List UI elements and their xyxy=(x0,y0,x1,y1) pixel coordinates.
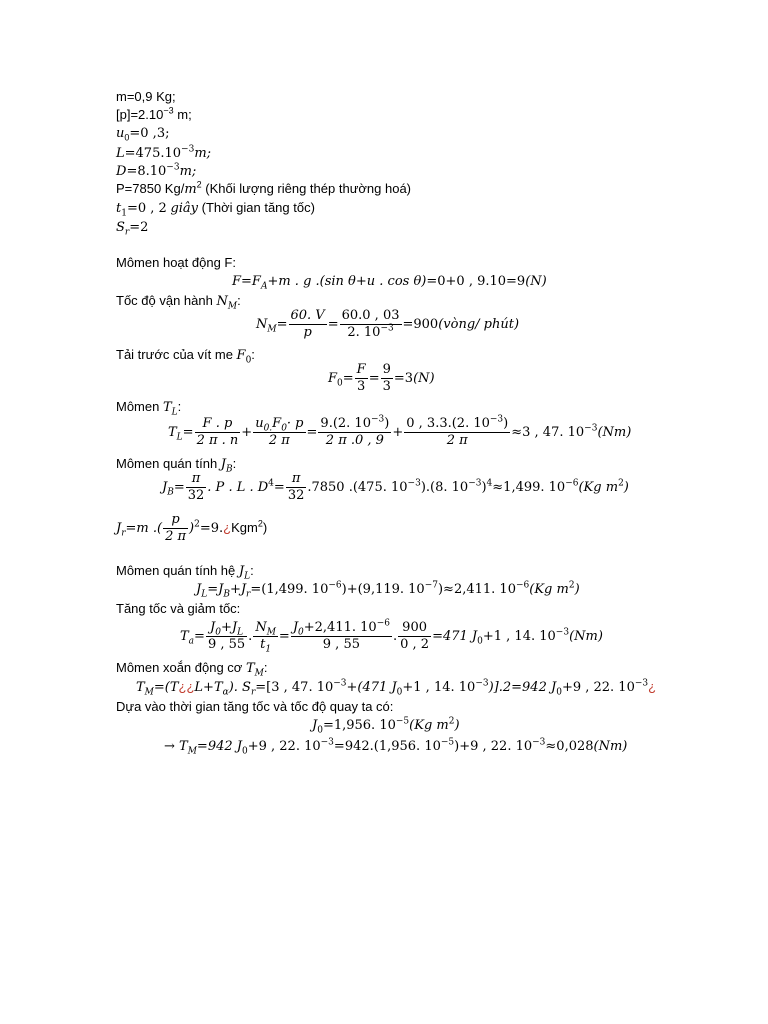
eq-ta-frac1-num xyxy=(206,620,247,637)
heading-conclusion: Dựa vào thời gian tăng tốc và tốc độ quay ta có: xyxy=(116,699,394,714)
eq-tm-b: L+T xyxy=(194,680,223,695)
eq-jb-expr-exp2: −3 xyxy=(468,478,482,489)
heading-speed-colon: : xyxy=(237,293,241,308)
param-friction-symbol: u xyxy=(116,126,125,141)
eq-tl-frac2-num-u: u xyxy=(255,416,264,431)
eq-ta-frac1-den: 9 , 55 xyxy=(207,637,246,652)
eq-jb-result: ≈1,499. 10 xyxy=(492,479,566,495)
eq-jr-frac-num: p xyxy=(163,512,188,529)
eq-jl-jr: +J xyxy=(229,582,247,597)
heading-force: Mômen hoạt động F: xyxy=(116,255,236,270)
param-density-value: P=7850 Kg/ xyxy=(116,181,185,196)
eq-final-c-exp: −5 xyxy=(440,737,455,748)
equation-preload: $F_0=$ $\frac{F}{3}$ = $\frac{9}{3}$ =3(N) xyxy=(328,362,435,394)
eq-speed-lhs: N xyxy=(256,316,268,332)
heading-motor-torque-symbol: T xyxy=(245,661,255,676)
eq-tl-frac4-num-text: 0 , 3.3.(2. 10 xyxy=(406,416,490,431)
eq-jb-lhs: J xyxy=(162,479,168,495)
param-pitch xyxy=(116,106,192,124)
param-pitch-unit: m; xyxy=(173,107,192,122)
param-accel-time xyxy=(116,199,315,218)
eq-jl-jb: =J xyxy=(207,582,224,597)
eq-ta-frac1 xyxy=(206,620,247,653)
heading-load-torque-colon: : xyxy=(177,399,182,414)
eq-preload-frac1 xyxy=(355,362,368,395)
eq-jl-lhs-sub: L xyxy=(201,589,208,600)
heading-preload-symbol: F xyxy=(236,348,246,363)
heading-speed xyxy=(116,292,241,311)
eq-tm-e-sub: 0 xyxy=(396,687,403,698)
eq-tm-error-glyph-2: ¿ xyxy=(648,679,657,694)
eq-tl-frac3-num-exp: −3 xyxy=(370,414,385,425)
eq-jr-close: ) xyxy=(189,520,195,536)
eq-preload-frac2 xyxy=(381,362,393,395)
eq-tl-result-exp: −3 xyxy=(584,423,598,434)
param-mass-text: m=0,9 Kg; xyxy=(116,89,176,104)
eq-tm-lhs: T xyxy=(136,680,145,695)
eq-jb-frac2-den: 32 xyxy=(287,488,305,503)
arrow-icon: → xyxy=(164,739,180,754)
eq-jb-frac1-num: π xyxy=(186,471,207,488)
eq-jl-d: )+(9,119. 10 xyxy=(341,582,425,597)
heading-motor-torque xyxy=(116,659,267,678)
eq-ta-unit: (Nm) xyxy=(569,628,603,644)
eq-j0-exp: −5 xyxy=(395,716,410,727)
eq-ta-result-exp: −3 xyxy=(555,627,570,638)
eq-ta-frac1-num-sub1: 0 xyxy=(215,627,221,638)
eq-tl-frac1-den: 2 π . n xyxy=(196,433,239,448)
eq-force-lhs: F xyxy=(232,274,242,289)
param-safety-symbol: S xyxy=(116,220,125,235)
eq-tm-a: =(T xyxy=(153,680,179,695)
eq-j0-value: =1,956. 10 xyxy=(322,718,396,733)
eq-jl-unit-exp: 2 xyxy=(568,580,575,591)
eq-ta-frac4 xyxy=(398,620,431,653)
eq-final-lhs: T xyxy=(179,739,188,754)
equation-inertia-screw: $J_B=$ $\frac{\pi}{32}$ . P . L . $D^4=$ $\frac{\pi}{32}$ .7850 .(475. $10^{-3}).(8$. $10^{-3})^4\approx 1,499$. $10^{-6}(Kg$ $m^2$) xyxy=(162,471,629,503)
eq-final-result: ≈0,028 xyxy=(545,739,594,754)
eq-tl-frac3-num-text: 9.(2. 10 xyxy=(320,416,371,431)
param-diameter-symbol: D xyxy=(116,164,127,179)
eq-jr-error-glyph: ¿ xyxy=(223,519,232,535)
param-time-unit: giây xyxy=(170,201,199,216)
eq-ta-lhs-sub: a xyxy=(188,636,195,647)
eq-tl-frac2-den: 2 π xyxy=(268,433,290,448)
eq-preload-frac1-num: F xyxy=(356,362,366,377)
eq-jr-frac-den: 2 π xyxy=(165,529,187,544)
heading-load-torque-text: Mômen xyxy=(116,399,163,414)
heading-load-torque-sub: L xyxy=(171,407,178,418)
eq-final-b: +9 , 22. 10 xyxy=(247,739,321,754)
equation-system-inertia xyxy=(196,580,580,599)
heading-inertia-sub: B xyxy=(226,464,233,475)
equation-motor-torque xyxy=(136,678,656,697)
eq-force-trig: (sin θ+u . cos θ) xyxy=(319,274,427,289)
eq-tm-f-exp: −3 xyxy=(475,678,489,689)
eq-tl-frac3 xyxy=(318,416,391,449)
equation-inertia-load xyxy=(116,512,267,545)
eq-tl-frac4 xyxy=(404,416,510,449)
eq-speed-equals: = xyxy=(276,316,288,332)
param-mass xyxy=(116,88,176,106)
eq-jr-expr: =m .( xyxy=(125,520,163,536)
eq-jb-frac1 xyxy=(186,471,207,504)
eq-tm-g-sub: 0 xyxy=(556,687,562,698)
eq-force-fa: =F xyxy=(241,274,261,289)
eq-ta-frac3 xyxy=(291,620,392,653)
param-density-note: (Khối lượng riêng thép thường hoá) xyxy=(201,181,412,196)
param-time-value: =0 , 2 xyxy=(126,201,167,216)
heading-system-inertia-colon: : xyxy=(250,563,254,578)
eq-ta-result-a: =471 J xyxy=(432,628,478,644)
eq-jl-jb-sub: B xyxy=(223,589,230,600)
eq-speed-frac2 xyxy=(340,308,402,341)
eq-speed-frac1 xyxy=(289,308,327,341)
eq-jl-jr-sub: r xyxy=(246,589,251,600)
eq-jb-frac2 xyxy=(286,471,307,504)
eq-tl-frac3-num xyxy=(318,416,391,433)
param-length-symbol: L xyxy=(116,146,125,161)
eq-jb-frac2-num: π xyxy=(286,471,307,488)
eq-ta-frac3-num-exp: −6 xyxy=(376,618,390,629)
eq-ta-frac2-den-sub: 1 xyxy=(265,644,272,655)
heading-system-inertia-symbol: J xyxy=(238,564,245,579)
heading-preload-text: Tải trước của vít me xyxy=(116,347,237,362)
param-diameter xyxy=(116,162,196,181)
eq-force-result: =0+0 , 9.10=9 xyxy=(426,274,526,289)
eq-ta-frac3-num xyxy=(291,620,392,637)
eq-ta-frac3-num-a: J xyxy=(292,620,299,635)
heading-accel: Tăng tốc và giảm tốc: xyxy=(116,601,241,616)
eq-ta-frac2-num-sub: M xyxy=(266,627,276,638)
eq-speed-result: =900 xyxy=(402,316,439,332)
eq-tl-result: ≈3 , 47. 10 xyxy=(511,424,585,440)
eq-ta-frac3-num-b: +2,411. 10 xyxy=(303,620,377,635)
heading-inertia-text: Mômen quán tính xyxy=(116,456,221,471)
eq-jb-expr-c: ) xyxy=(481,479,487,495)
eq-jr-unit-exp: 2 xyxy=(257,518,263,529)
eq-tl-frac3-num-end: ) xyxy=(384,416,390,431)
eq-preload-frac2-num: 9 xyxy=(382,362,391,377)
eq-jb-expr-exp3: 4 xyxy=(486,478,493,489)
eq-jl-e: )≈2,411. 10 xyxy=(437,582,516,597)
param-friction xyxy=(116,124,169,143)
eq-ta-result-sub: 0 xyxy=(477,636,483,647)
eq-tm-c: ). S xyxy=(228,680,251,695)
param-pitch-exp: −3 xyxy=(163,105,174,116)
eq-jr-unit-end: ) xyxy=(262,519,268,535)
eq-final-c: =942.(1,956. 10 xyxy=(333,739,441,754)
param-length-exp: −3 xyxy=(181,144,195,155)
eq-tm-f: +1 , 14. 10 xyxy=(402,680,476,695)
eq-tm-h: +9 , 22. 10 xyxy=(561,680,635,695)
eq-final-a: =942 J xyxy=(196,739,242,754)
eq-jr-close-exp: 2 xyxy=(194,519,200,530)
eq-jr-result: =9. xyxy=(199,520,224,536)
eq-jl-lhs: J xyxy=(196,582,202,597)
eq-ta-frac1-num-sub2: L xyxy=(237,627,244,638)
eq-tl-lhs: T xyxy=(168,424,177,440)
param-length-unit: m; xyxy=(194,146,212,161)
heading-load-torque-symbol: T xyxy=(162,400,172,415)
equation-load-torque: $T_L=$ $\frac{F . p}{2 \pi . n}$ + $\frac{u_{0.}F_0\cdot p}{2 \pi}$ = $\frac{9.(2. 10^{-3})}{2 \pi .0 , 9}$ + $\frac{0 , 3.3.(2. 10^{-3})}{2 \pi}$ ≈3 , 47. $10^{-3}(Nm)$ xyxy=(168,414,632,448)
eq-final-d-exp: −3 xyxy=(532,737,546,748)
eq-tl-frac4-num-end: ) xyxy=(503,416,509,431)
eq-speed-frac1-den: p xyxy=(303,325,312,340)
heading-system-inertia-sub: L xyxy=(244,571,251,582)
eq-ta-frac1-num-b: +J xyxy=(220,620,238,635)
eq-speed-lhs-sub: M xyxy=(267,324,277,335)
eq-ta-frac4-num: 900 xyxy=(398,620,431,637)
eq-speed-unit: (vòng/ phút) xyxy=(438,316,520,332)
eq-preload-frac2-den: 3 xyxy=(382,379,391,394)
heading-motor-torque-colon: : xyxy=(263,660,268,675)
eq-preload-lhs: F xyxy=(328,370,338,386)
param-length xyxy=(116,144,211,163)
eq-ta-frac3-num-sub: 0 xyxy=(298,627,304,638)
eq-speed-frac2-den-text: 2. 10 xyxy=(347,325,381,340)
eq-tl-lhs-sub: L xyxy=(176,432,183,443)
eq-speed-frac2-num: 60.0 , 03 xyxy=(341,308,400,323)
eq-force-unit: (N) xyxy=(525,274,547,289)
eq-j0-unit-exp: 2 xyxy=(448,716,455,727)
eq-jb-unit-end: ) xyxy=(623,479,629,495)
heading-inertia-symbol: J xyxy=(220,457,227,472)
heading-system-inertia xyxy=(116,562,254,581)
eq-jr-frac xyxy=(163,512,188,545)
eq-tl-unit: (Nm) xyxy=(597,424,632,440)
eq-jb-expr-exp1: −3 xyxy=(407,478,421,489)
param-safety-sub: r xyxy=(124,227,130,238)
eq-tm-c-sub: r xyxy=(250,687,256,698)
heading-inertia-colon: : xyxy=(232,456,237,471)
param-safety-value: =2 xyxy=(129,220,149,235)
eq-final-unit: (Nm) xyxy=(593,739,628,754)
param-length-value: =475.10 xyxy=(124,146,182,161)
eq-tm-error-glyph-1: ¿¿ xyxy=(178,679,195,694)
param-density xyxy=(116,180,411,199)
eq-jb-unit: (Kg m xyxy=(578,479,619,495)
eq-tl-frac2 xyxy=(253,416,305,449)
eq-preload-unit: (N) xyxy=(413,370,435,386)
param-friction-value: =0 ,3; xyxy=(129,126,170,141)
eq-tl-frac2-num-f: F xyxy=(272,416,282,431)
eq-tl-frac2-num xyxy=(253,416,305,433)
heading-motor-torque-sub: M xyxy=(254,668,264,679)
eq-ta-frac2-num xyxy=(253,620,278,637)
param-time-note: (Thời gian tăng tốc) xyxy=(198,200,315,215)
eq-tm-h-exp: −3 xyxy=(634,678,649,689)
eq-final-lhs-sub: M xyxy=(187,746,197,757)
param-safety xyxy=(116,218,148,237)
param-time-sub: 1 xyxy=(121,208,127,219)
heading-preload xyxy=(116,346,255,365)
eq-ta-frac1-num-a: J xyxy=(210,620,216,635)
eq-tm-e: +(471 J xyxy=(346,680,397,695)
equation-speed: $N_M=$ $\frac{60. V}{p}$ = $\frac{60.0 , 03}{2. 10^{-3}}$ =900(vòng/ phút) xyxy=(256,308,520,340)
eq-tl-frac2-num-sub2: 0 xyxy=(281,423,287,434)
eq-jl-c: =(1,499. 10 xyxy=(250,582,329,597)
eq-jb-result-exp: −6 xyxy=(565,478,579,489)
eq-ta-result-b: +1 , 14. 10 xyxy=(482,628,556,644)
eq-jb-unit-exp: 2 xyxy=(618,478,624,489)
eq-jb-lhs-sub: B xyxy=(167,487,174,498)
heading-preload-colon: : xyxy=(251,347,255,362)
eq-ta-frac2-den xyxy=(253,637,278,653)
param-diameter-value: =8.10 xyxy=(126,164,167,179)
eq-jb-mid: . P . L . D xyxy=(207,479,269,495)
eq-ta-frac2-num-text: N xyxy=(255,620,267,635)
eq-force-mg: +m . g . xyxy=(267,274,320,289)
eq-jl-e-exp: −6 xyxy=(515,580,530,591)
equation-final-torque xyxy=(164,737,627,756)
eq-final-b-exp: −3 xyxy=(320,737,334,748)
eq-jr-lhs: J xyxy=(116,520,122,536)
heading-speed-text: Tốc độ vận hành xyxy=(116,293,217,308)
param-time-symbol: t xyxy=(116,201,122,216)
eq-tm-b-sub: α xyxy=(222,687,229,698)
eq-tl-frac1 xyxy=(195,416,241,449)
eq-j0-lhs-sub: 0 xyxy=(317,725,323,736)
equation-force xyxy=(232,272,547,291)
eq-tm-lhs-sub: M xyxy=(144,687,154,698)
equation-j0 xyxy=(312,716,460,735)
eq-j0-unit-end: ) xyxy=(454,718,460,733)
eq-tl-frac4-den: 2 π xyxy=(446,433,468,448)
eq-tl-frac1-num: F . p xyxy=(195,416,241,433)
eq-tl-frac2-num-p: · p xyxy=(286,416,304,431)
eq-tl-frac4-num xyxy=(404,416,510,433)
eq-preload-result: =3 xyxy=(393,370,414,386)
eq-preload-frac1-den: 3 xyxy=(357,379,366,394)
eq-preload-lhs-sub: 0 xyxy=(337,378,343,389)
eq-jl-unit-end: ) xyxy=(574,582,580,597)
eq-final-d: )+9 , 22. 10 xyxy=(454,739,533,754)
eq-j0-lhs: J xyxy=(312,718,318,733)
eq-jr-unit: Kgm xyxy=(231,519,258,535)
eq-speed-frac1-num: 60. V xyxy=(290,308,325,323)
eq-tm-d: =[3 , 47. 10 xyxy=(255,680,334,695)
eq-tl-frac4-num-exp: −3 xyxy=(489,414,504,425)
param-diameter-exp: −3 xyxy=(166,162,180,173)
eq-jb-mid-exp: 4 xyxy=(268,478,274,489)
eq-jb-expr: .7850 .(475. 10 xyxy=(307,479,408,495)
heading-motor-torque-text: Mômen xoắn động cơ xyxy=(116,660,246,675)
param-density-unit: m xyxy=(184,182,197,197)
eq-ta-lhs: T xyxy=(180,628,189,644)
eq-j0-unit: (Kg m xyxy=(409,718,449,733)
heading-speed-symbol: N xyxy=(216,294,228,309)
heading-load-torque xyxy=(116,398,181,417)
param-density-exp: 2 xyxy=(196,179,202,190)
heading-system-inertia-text: Mômen quán tính hệ xyxy=(116,563,239,578)
eq-force-fa-sub: A xyxy=(260,281,268,292)
eq-speed-frac2-den xyxy=(340,325,402,341)
eq-tl-frac2-num-sub: 0. xyxy=(263,423,273,434)
param-friction-sub: 0 xyxy=(124,132,130,143)
equation-accel-torque: $T_a=$ $\frac{J_0+J_L}{9 , 55}$ . $\frac{N_M}{t_1}$ = $\frac{J_0+2,411. 10^{-6}}{9 , 55}$ . $\frac{900}{0 , 2}$ =471 $J_0+1$ , 14. $10^{-3}(Nm)$ xyxy=(180,618,603,655)
heading-preload-sub: 0 xyxy=(245,355,252,366)
eq-ta-frac3-den: 9 , 55 xyxy=(322,637,360,652)
eq-final-a-sub: 0 xyxy=(241,746,248,757)
eq-jl-c-exp: −6 xyxy=(328,580,342,591)
param-diameter-unit: m; xyxy=(179,164,197,179)
eq-ta-frac2 xyxy=(253,620,278,653)
eq-jr-lhs-sub: r xyxy=(121,528,126,539)
eq-jb-expr-b: ).(8. 10 xyxy=(420,479,469,495)
eq-jl-unit: (Kg m xyxy=(529,582,569,597)
eq-tm-g: )].2=942 J xyxy=(488,680,557,695)
eq-ta-frac4-den: 0 , 2 xyxy=(400,637,430,652)
heading-speed-sub: M xyxy=(227,301,238,312)
eq-jb-frac1-den: 32 xyxy=(187,488,205,503)
eq-tm-d-exp: −3 xyxy=(333,678,347,689)
param-pitch-text: [p]=2.10 xyxy=(116,107,164,122)
eq-tl-frac3-den: 2 π .0 , 9 xyxy=(325,433,384,448)
eq-ta-frac2-den-text: t xyxy=(260,637,266,652)
eq-speed-frac2-den-exp: −3 xyxy=(380,323,394,334)
eq-jl-d-exp: −7 xyxy=(424,580,438,591)
